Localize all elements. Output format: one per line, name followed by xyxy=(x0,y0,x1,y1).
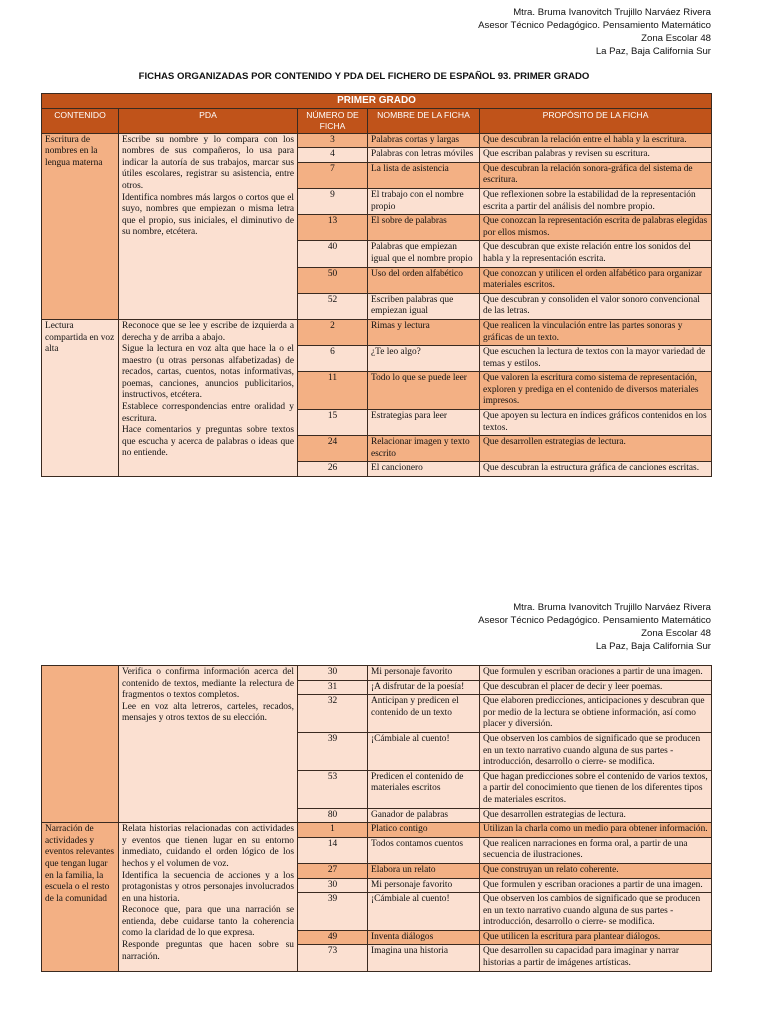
ficha-name: Platico contigo xyxy=(368,823,480,838)
ficha-name: Todo lo que se puede leer xyxy=(368,372,480,410)
ficha-name: ¡Cámbiale al cuento! xyxy=(368,893,480,931)
ficha-name: Escriben palabras que empiezan igual xyxy=(368,293,480,319)
ficha-purpose: Que desarrollen su capacidad para imaginar y narrar historias a partir de imágenes artísticas. xyxy=(480,945,712,971)
pda-paragraph: Hace comentarios y preguntas sobre textos que escucha y acerca de palabras o ideas que no entiende. xyxy=(122,425,294,459)
author-city: La Paz, Baja California Sur xyxy=(595,46,711,57)
pda-paragraph: Responde preguntas que hacen sobre su narración. xyxy=(122,940,294,962)
ficha-number: 32 xyxy=(298,695,368,733)
contenido-cell: Narración de actividades y eventos relevantes que tengan lugar en la familia, la escuela o el resto de la comunidad xyxy=(42,823,119,972)
ficha-number: 49 xyxy=(298,930,368,945)
ficha-number: 6 xyxy=(298,346,368,372)
col-numero: NÚMERO DE FICHA xyxy=(298,108,368,133)
ficha-name: El cancionero xyxy=(368,462,480,477)
contenido-cell xyxy=(42,666,119,823)
col-nombre: NOMBRE DE LA FICHA xyxy=(368,108,480,133)
ficha-name: Uso del orden alfabético xyxy=(368,267,480,293)
grade-band: PRIMER GRADO xyxy=(42,94,712,109)
ficha-purpose: Que descubran que existe relación entre los sonidos del habla y la representación escrita. xyxy=(480,241,712,267)
ficha-name: Palabras cortas y largas xyxy=(368,133,480,148)
pda-paragraph: Relata historias relacionadas con actividades y eventos que tienen lugar en su entorno inmediato, cuidando el orden lógico de los hechos y el volumen de voz. xyxy=(122,824,294,869)
ficha-purpose: Que conozcan y utilicen el orden alfabético para organizar materiales escritos. xyxy=(480,267,712,293)
contenido-cell: Lectura compartida en voz alta xyxy=(42,319,119,476)
ficha-number: 26 xyxy=(298,462,368,477)
pda-cell xyxy=(119,666,298,823)
fichas-table-1 xyxy=(41,93,712,477)
col-proposito: PROPÓSITO DE LA FICHA xyxy=(480,108,712,133)
ficha-name: Ganador de palabras xyxy=(368,808,480,823)
ficha-number: 39 xyxy=(298,732,368,770)
ficha-name: Todos contamos cuentos xyxy=(368,837,480,863)
author-zone: Zona Escolar 48 xyxy=(641,33,711,44)
ficha-number: 50 xyxy=(298,267,368,293)
pda-paragraph: Escribe su nombre y lo compara con los nombres de sus compañeros, lo usa para indicar la autoría de sus trabajos, marcar sus útiles escolares, registrar su asistencia, entre otros. xyxy=(122,134,294,191)
pda-paragraph: Establece correspondencias entre oralidad y escritura. xyxy=(122,402,294,424)
table-row xyxy=(42,823,712,838)
pda-paragraph: Reconoce que, para que una narración se entienda, debe cuidarse tanto la coherencia como la claridad de lo que expresa. xyxy=(122,905,294,939)
fichas-table-2 xyxy=(41,665,712,972)
ficha-purpose: Que escriban palabras y revisen su escritura. xyxy=(480,148,712,163)
ficha-number: 30 xyxy=(298,666,368,681)
ficha-purpose: Que descubran el placer de decir y leer poemas. xyxy=(480,680,712,695)
pda-paragraph: Identifica nombres más largos o cortos que el suyo, nombres que empiezan o misma letra que el propio, sus iniciales, el diminutivo de su nombre, etcétera. xyxy=(122,192,294,238)
pda-cell xyxy=(119,823,298,972)
author-header xyxy=(478,6,711,58)
pda-paragraph: Sigue la lectura en voz alta que hace la o el maestro (u otras personas alfabetizadas) de recados, cartas, cuentos, notas informativas, poemas, canciones, anuncios publicitarios, instructivos, etcétera. xyxy=(122,344,294,401)
ficha-purpose: Que desarrollen estrategias de lectura. xyxy=(480,436,712,462)
table-row xyxy=(42,133,712,148)
ficha-purpose: Que apoyen su lectura en índices gráficos contenidos en los textos. xyxy=(480,410,712,436)
ficha-purpose: Que elaboren predicciones, anticipaciones y descubran que por medio de la lectura se obtiene información, así como placer y diversión. xyxy=(480,695,712,733)
table-row xyxy=(42,666,712,681)
ficha-number: 3 xyxy=(298,133,368,148)
ficha-number: 4 xyxy=(298,148,368,163)
ficha-name: Elabora un relato xyxy=(368,863,480,878)
ficha-name: Imagina una historia xyxy=(368,945,480,971)
ficha-number: 30 xyxy=(298,878,368,893)
ficha-name: Anticipan y predicen el contenido de un texto xyxy=(368,695,480,733)
author-name: Mtra. Bruma Ivanovitch Trujillo Narváez Rivera xyxy=(513,602,711,613)
pda-paragraph: Lee en voz alta letreros, carteles, recados, mensajes y otros textos de su elección. xyxy=(122,701,294,724)
ficha-number: 9 xyxy=(298,188,368,214)
author-name: Mtra. Bruma Ivanovitch Trujillo Narváez Rivera xyxy=(513,7,711,18)
table-row xyxy=(42,319,712,345)
ficha-number: 2 xyxy=(298,319,368,345)
ficha-name: Mi personaje favorito xyxy=(368,878,480,893)
ficha-name: ¿Te leo algo? xyxy=(368,346,480,372)
ficha-purpose: Que construyan un relato coherente. xyxy=(480,863,712,878)
author-header-page-2 xyxy=(478,601,711,653)
ficha-number: 80 xyxy=(298,808,368,823)
ficha-name: El trabajo con el nombre propio xyxy=(368,188,480,214)
ficha-number: 14 xyxy=(298,837,368,863)
ficha-name: Predicen el contenido de materiales escritos xyxy=(368,770,480,808)
ficha-number: 53 xyxy=(298,770,368,808)
ficha-purpose: Que observen los cambios de significado que se producen en un texto narrativo cuando alguna de sus partes -introducción, desarrollo o cierre- se modifica. xyxy=(480,732,712,770)
ficha-name: Palabras que empiezan igual que el nombre propio xyxy=(368,241,480,267)
ficha-name: Inventa diálogos xyxy=(368,930,480,945)
ficha-name: Rimas y lectura xyxy=(368,319,480,345)
pda-paragraph: Verifica o confirma información acerca del contenido de textos, mediante la relectura de fragmentos o textos completos. xyxy=(122,667,294,701)
ficha-number: 7 xyxy=(298,162,368,188)
ficha-number: 13 xyxy=(298,215,368,241)
ficha-purpose: Que observen los cambios de significado que se producen en un texto narrativo cuando alguna de sus partes -introducción, desarrollo o cierre- se modifica. xyxy=(480,893,712,931)
ficha-number: 31 xyxy=(298,680,368,695)
col-contenido: CONTENIDO xyxy=(42,108,119,133)
ficha-name: Estrategias para leer xyxy=(368,410,480,436)
ficha-number: 27 xyxy=(298,863,368,878)
ficha-purpose: Que reflexionen sobre la estabilidad de la representación escrita a partir del análisis del nombre propio. xyxy=(480,188,712,214)
ficha-name: La lista de asistencia xyxy=(368,162,480,188)
ficha-number: 24 xyxy=(298,436,368,462)
ficha-purpose: Que formulen y escriban oraciones a partir de una imagen. xyxy=(480,666,712,681)
ficha-purpose: Utilizan la charla como un medio para obtener información. xyxy=(480,823,712,838)
ficha-name: El sobre de palabras xyxy=(368,215,480,241)
contenido-cell: Escritura de nombres en la lengua materna xyxy=(42,133,119,319)
pda-paragraph: Reconoce que se lee y escribe de izquierda a derecha y de arriba a abajo. xyxy=(122,320,294,343)
author-role: Asesor Técnico Pedagógico. Pensamiento Matemático xyxy=(478,20,711,31)
ficha-number: 52 xyxy=(298,293,368,319)
ficha-number: 73 xyxy=(298,945,368,971)
ficha-purpose: Que descubran la relación sonora-gráfica del sistema de escritura. xyxy=(480,162,712,188)
document-title: FICHAS ORGANIZADAS POR CONTENIDO Y PDA DEL FICHERO DE ESPAÑOL 93. PRIMER GRADO xyxy=(138,71,590,82)
ficha-number: 39 xyxy=(298,893,368,931)
ficha-name: Palabras con letras móviles xyxy=(368,148,480,163)
ficha-purpose: Que conozcan la representación escrita de palabras elegidas por ellos mismos. xyxy=(480,215,712,241)
ficha-purpose: Que descubran y consoliden el valor sonoro convencional de las letras. xyxy=(480,293,712,319)
pda-cell xyxy=(119,133,298,319)
ficha-name: ¡A disfrutar de la poesía! xyxy=(368,680,480,695)
ficha-number: 15 xyxy=(298,410,368,436)
ficha-purpose: Que hagan predicciones sobre el contenido de varios textos, a partir del conocimiento que tienen de los diferentes tipos de materiales escritos. xyxy=(480,770,712,808)
ficha-name: ¡Cámbiale al cuento! xyxy=(368,732,480,770)
ficha-purpose: Que descubran la relación entre el habla y la escritura. xyxy=(480,133,712,148)
ficha-purpose: Que realicen la vinculación entre las partes sonoras y gráficas de un texto. xyxy=(480,319,712,345)
pda-cell xyxy=(119,319,298,476)
ficha-purpose: Que desarrollen estrategias de lectura. xyxy=(480,808,712,823)
ficha-number: 40 xyxy=(298,241,368,267)
ficha-name: Mi personaje favorito xyxy=(368,666,480,681)
ficha-purpose: Que descubran la estructura gráfica de canciones escritas. xyxy=(480,462,712,477)
ficha-number: 1 xyxy=(298,823,368,838)
ficha-name: Relacionar imagen y texto escrito xyxy=(368,436,480,462)
ficha-number: 11 xyxy=(298,372,368,410)
ficha-purpose: Que formulen y escriban oraciones a partir de una imagen. xyxy=(480,878,712,893)
col-pda: PDA xyxy=(119,108,298,133)
author-zone: Zona Escolar 48 xyxy=(641,628,711,639)
ficha-purpose: Que escuchen la lectura de textos con la mayor variedad de temas y estilos. xyxy=(480,346,712,372)
ficha-purpose: Que valoren la escritura como sistema de representación, exploren y prediga en el contenido de diversos materiales impresos. xyxy=(480,372,712,410)
ficha-purpose: Que utilicen la escritura para plantear diálogos. xyxy=(480,930,712,945)
author-city: La Paz, Baja California Sur xyxy=(595,641,711,652)
ficha-purpose: Que realicen narraciones en forma oral, a partir de una secuencia de ilustraciones. xyxy=(480,837,712,863)
author-role: Asesor Técnico Pedagógico. Pensamiento Matemático xyxy=(478,615,711,626)
pda-paragraph: Identifica la secuencia de acciones y a los protagonistas y otros personajes involucrados en una historia. xyxy=(122,870,294,904)
